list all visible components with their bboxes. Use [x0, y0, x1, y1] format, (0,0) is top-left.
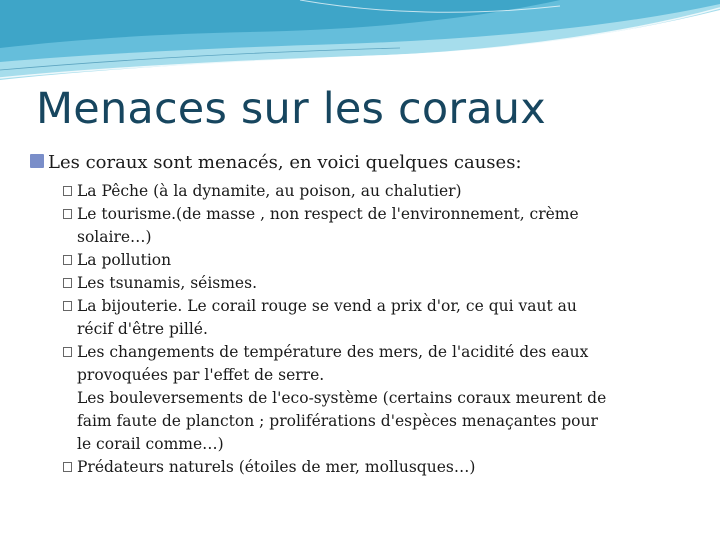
list-item-text: Les tsunamis, séismes. — [77, 274, 257, 292]
square-bullet-icon — [63, 278, 72, 288]
list-item-text: La bijouterie. Le corail rouge se vend a prix d'or, ce qui vaut au récif d'être pillé. — [77, 297, 577, 338]
square-bullet-icon — [63, 255, 72, 265]
list-item — [63, 272, 690, 295]
list-item — [63, 341, 690, 456]
square-bullet-icon — [63, 347, 72, 357]
list-item — [63, 456, 690, 479]
list-item — [63, 180, 690, 203]
square-bullet-icon — [63, 209, 72, 219]
square-bullet-icon — [63, 301, 72, 311]
square-bullet-icon — [30, 154, 44, 168]
square-bullet-icon — [63, 186, 72, 196]
list-item — [63, 203, 690, 249]
slide-content — [30, 150, 690, 479]
list-item-text: Le tourisme.(de masse , non respect de l'environnement, crème solaire…) — [77, 205, 579, 246]
slide-title: Menaces sur les coraux — [36, 84, 546, 134]
list-item — [63, 249, 690, 272]
list-item — [63, 295, 690, 341]
wave-decoration — [0, 0, 720, 90]
list-item-text: Les changements de température des mers, de l'acidité des eaux provoquées par l'effet de serre. Les bouleversements de l'eco-système (certains coraux meurent de faim faute de plancton ; proliférations d'espèces menaçantes pour le corail comme…) — [77, 343, 607, 453]
intro-bullet — [30, 150, 690, 176]
intro-text: Les coraux sont menacés, en voici quelques causes: — [48, 152, 522, 173]
list-item-text: La Pêche (à la dynamite, au poison, au chalutier) — [77, 182, 462, 200]
causes-list — [63, 180, 690, 479]
list-item-text: La pollution — [77, 251, 172, 269]
list-item-text: Prédateurs naturels (étoiles de mer, mollusques…) — [77, 458, 476, 476]
square-bullet-icon — [63, 462, 72, 472]
